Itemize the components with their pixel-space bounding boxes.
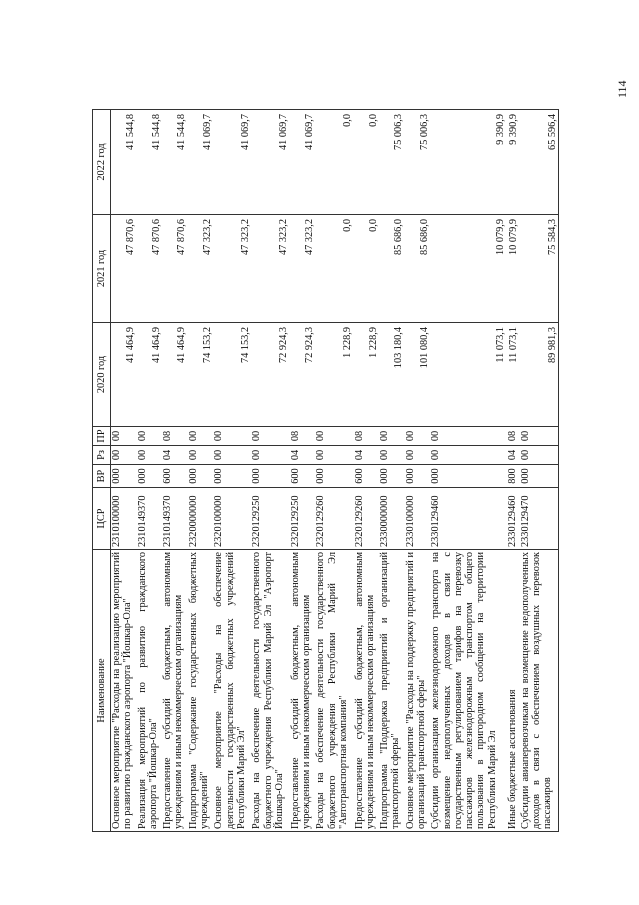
row-pr-cell: 00 [188, 427, 214, 446]
row-rz-cell: 04 [290, 446, 316, 465]
row-pr-cell: 00 [137, 427, 163, 446]
table-row [290, 110, 316, 832]
row-2021-cell: 10 079,9 [507, 215, 520, 323]
row-pr-cell: 00 [111, 427, 137, 446]
row-csr-cell: 2310149370 [137, 488, 163, 550]
row-2022-cell: 41 069,7 [188, 110, 214, 215]
row-name-cell: Субсидии авиаперевозчикам на возмещение недополученных доходов в связи с обеспечением воздушных перевозок пассажиров [520, 550, 559, 832]
row-rz-cell: 00 [379, 446, 405, 465]
row-csr-cell: 2330000000 [379, 488, 405, 550]
row-name-cell: Предоставление субсидий бюджетным, автономным учреждениям и иным некоммерческим организациям [162, 550, 188, 832]
row-name-cell: Реализация мероприятий по развитию гражданского аэропорта "Йошкар-Ола" [137, 550, 163, 832]
row-2020-cell: 1 228,9 [315, 323, 353, 427]
row-2022-cell: 65 596,4 [520, 110, 559, 215]
row-name-cell: Предоставление субсидий бюджетным, автономным учреждениям и иным некоммерческим организациям [354, 550, 380, 832]
row-pr-cell: 08 [354, 427, 380, 446]
row-2020-cell: 103 180,4 [379, 323, 405, 427]
row-2020-cell: 41 464,9 [162, 323, 188, 427]
row-2022-cell: 41 544,8 [111, 110, 137, 215]
row-rz-cell: 00 [430, 446, 507, 465]
table-header [93, 110, 111, 832]
row-rz-cell: 00 [405, 446, 431, 465]
row-pr-cell: 00 [520, 427, 559, 446]
rotated-table-frame [92, 110, 559, 832]
row-2021-cell: 85 686,0 [379, 215, 405, 323]
row-csr-cell: 2320129260 [354, 488, 380, 550]
row-name-cell: Основное мероприятие "Расходы на поддержку предприятий и организаций транспортной сферы" [405, 550, 431, 832]
row-2021-cell: 47 870,6 [111, 215, 137, 323]
row-csr-cell: 2320129250 [251, 488, 289, 550]
row-2020-cell: 74 153,2 [213, 323, 251, 427]
header-pr: ПР [93, 427, 111, 446]
row-2022-cell: 75 006,3 [379, 110, 405, 215]
row-rz-cell: 04 [507, 446, 520, 465]
table-row [379, 110, 405, 832]
row-pr-cell: 00 [379, 427, 405, 446]
row-2022-cell: 75 006,3 [405, 110, 431, 215]
row-vr-cell: 600 [162, 465, 188, 488]
row-csr-cell: 2320000000 [188, 488, 214, 550]
row-2020-cell: 41 464,9 [111, 323, 137, 427]
row-2022-cell: 41 069,7 [290, 110, 316, 215]
row-rz-cell: 00 [213, 446, 251, 465]
row-2021-cell: 47 323,2 [290, 215, 316, 323]
row-csr-cell: 2330129460 [430, 488, 507, 550]
row-2021-cell: 47 870,6 [162, 215, 188, 323]
header-vr: ВР [93, 465, 111, 488]
row-2021-cell: 85 686,0 [405, 215, 431, 323]
row-rz-cell: 00 [315, 446, 353, 465]
row-pr-cell: 00 [213, 427, 251, 446]
row-2022-cell: 0,0 [315, 110, 353, 215]
row-vr-cell: 000 [379, 465, 405, 488]
page-number: 114 [615, 80, 629, 98]
row-name-cell: Расходы на обеспечение деятельности государственного бюджетного учреждения Республики Марий Эл "Аэропорт Йошкар-Ола" [251, 550, 289, 832]
row-name-cell: Подпрограмма "Содержание государственных бюджетных учреждений" [188, 550, 214, 832]
row-2020-cell: 11 073,1 [507, 323, 520, 427]
row-name-cell: Подпрограмма "Поддержка предприятий и организаций транспортной сферы" [379, 550, 405, 832]
row-pr-cell: 08 [507, 427, 520, 446]
row-2021-cell: 0,0 [315, 215, 353, 323]
row-2022-cell: 0,0 [354, 110, 380, 215]
row-vr-cell: 000 [137, 465, 163, 488]
row-2020-cell: 1 228,9 [354, 323, 380, 427]
row-rz-cell: 04 [162, 446, 188, 465]
row-2022-cell: 41 069,7 [251, 110, 289, 215]
row-2021-cell: 47 323,2 [213, 215, 251, 323]
row-csr-cell: 2320129250 [290, 488, 316, 550]
row-2022-cell: 41 544,8 [162, 110, 188, 215]
header-2022: 2022 год [93, 110, 111, 215]
table-row [213, 110, 251, 832]
row-vr-cell: 600 [354, 465, 380, 488]
row-2022-cell: 9 390,9 [507, 110, 520, 215]
row-2020-cell: 11 073,1 [430, 323, 507, 427]
row-name-cell: Субсидии организациям железнодорожного транспорта на возмещение недополученных доходов в связи с государственным регулированием тарифов на перевозку пассажиров железнодорожным транспортом общего пользования в пригородном сообщении на территории Республики Марий Эл [430, 550, 507, 832]
budget-table [92, 109, 559, 832]
row-2020-cell: 101 080,4 [405, 323, 431, 427]
table-row [162, 110, 188, 832]
table-row [251, 110, 289, 832]
table-row [430, 110, 507, 832]
table-row [137, 110, 163, 832]
header-rz: Рз [93, 446, 111, 465]
header-2021: 2021 год [93, 215, 111, 323]
row-2021-cell: 47 870,6 [137, 215, 163, 323]
row-pr-cell: 00 [251, 427, 289, 446]
row-vr-cell: 000 [188, 465, 214, 488]
row-2021-cell: 47 323,2 [188, 215, 214, 323]
header-csr: ЦСР [93, 488, 111, 550]
row-2021-cell: 47 323,2 [251, 215, 289, 323]
row-csr-cell: 2330129470 [520, 488, 559, 550]
row-vr-cell: 000 [111, 465, 137, 488]
row-rz-cell: 00 [520, 446, 559, 465]
row-2021-cell: 0,0 [354, 215, 380, 323]
row-vr-cell: 000 [213, 465, 251, 488]
row-rz-cell: 00 [251, 446, 289, 465]
row-2020-cell: 72 924,3 [290, 323, 316, 427]
row-2022-cell: 41 544,8 [137, 110, 163, 215]
row-2022-cell: 9 390,9 [430, 110, 507, 215]
row-vr-cell: 000 [430, 465, 507, 488]
table-row [507, 110, 520, 832]
row-vr-cell: 600 [290, 465, 316, 488]
row-csr-cell: 2330100000 [405, 488, 431, 550]
row-pr-cell: 08 [162, 427, 188, 446]
row-csr-cell: 2310149370 [162, 488, 188, 550]
row-vr-cell: 000 [405, 465, 431, 488]
row-csr-cell: 2320129260 [315, 488, 353, 550]
row-name-cell: Иные бюджетные ассигнования [507, 550, 520, 832]
row-rz-cell: 04 [354, 446, 380, 465]
row-rz-cell: 00 [188, 446, 214, 465]
row-2020-cell: 74 153,2 [188, 323, 214, 427]
row-csr-cell: 2310100000 [111, 488, 137, 550]
table-row [315, 110, 353, 832]
row-name-cell: Предоставление субсидий бюджетным, автономным учреждениям и иным некоммерческим организациям [290, 550, 316, 832]
row-2020-cell: 89 981,3 [520, 323, 559, 427]
row-rz-cell: 00 [111, 446, 137, 465]
row-2021-cell: 10 079,9 [430, 215, 507, 323]
table-row [354, 110, 380, 832]
row-csr-cell: 2320100000 [213, 488, 251, 550]
row-csr-cell: 2330129460 [507, 488, 520, 550]
row-2022-cell: 41 069,7 [213, 110, 251, 215]
row-name-cell: Расходы на обеспечение деятельности государственного бюджетного учреждения Республики Марий Эл "Автотранспортная компания" [315, 550, 353, 832]
header-name: Наименование [93, 550, 111, 832]
row-vr-cell: 000 [315, 465, 353, 488]
row-name-cell: Основное мероприятие "Расходы на реализацию мероприятий по развитию гражданского аэропорта "Йошкар-Ола" [111, 550, 137, 832]
table-body [111, 110, 559, 832]
table-row [111, 110, 137, 832]
table-row [520, 110, 559, 832]
row-vr-cell: 800 [507, 465, 520, 488]
row-2020-cell: 72 924,3 [251, 323, 289, 427]
row-name-cell: Основное мероприятие "Расходы на обеспечение деятельности государственных бюджетных учреждений Республики Марий Эл" [213, 550, 251, 832]
row-2021-cell: 75 584,3 [520, 215, 559, 323]
header-2020: 2020 год [93, 323, 111, 427]
row-pr-cell: 00 [405, 427, 431, 446]
row-vr-cell: 000 [251, 465, 289, 488]
row-pr-cell: 00 [315, 427, 353, 446]
row-rz-cell: 00 [137, 446, 163, 465]
row-vr-cell: 000 [520, 465, 559, 488]
row-pr-cell: 00 [430, 427, 507, 446]
row-pr-cell: 08 [290, 427, 316, 446]
row-2020-cell: 41 464,9 [137, 323, 163, 427]
table-row [405, 110, 431, 832]
table-row [188, 110, 214, 832]
